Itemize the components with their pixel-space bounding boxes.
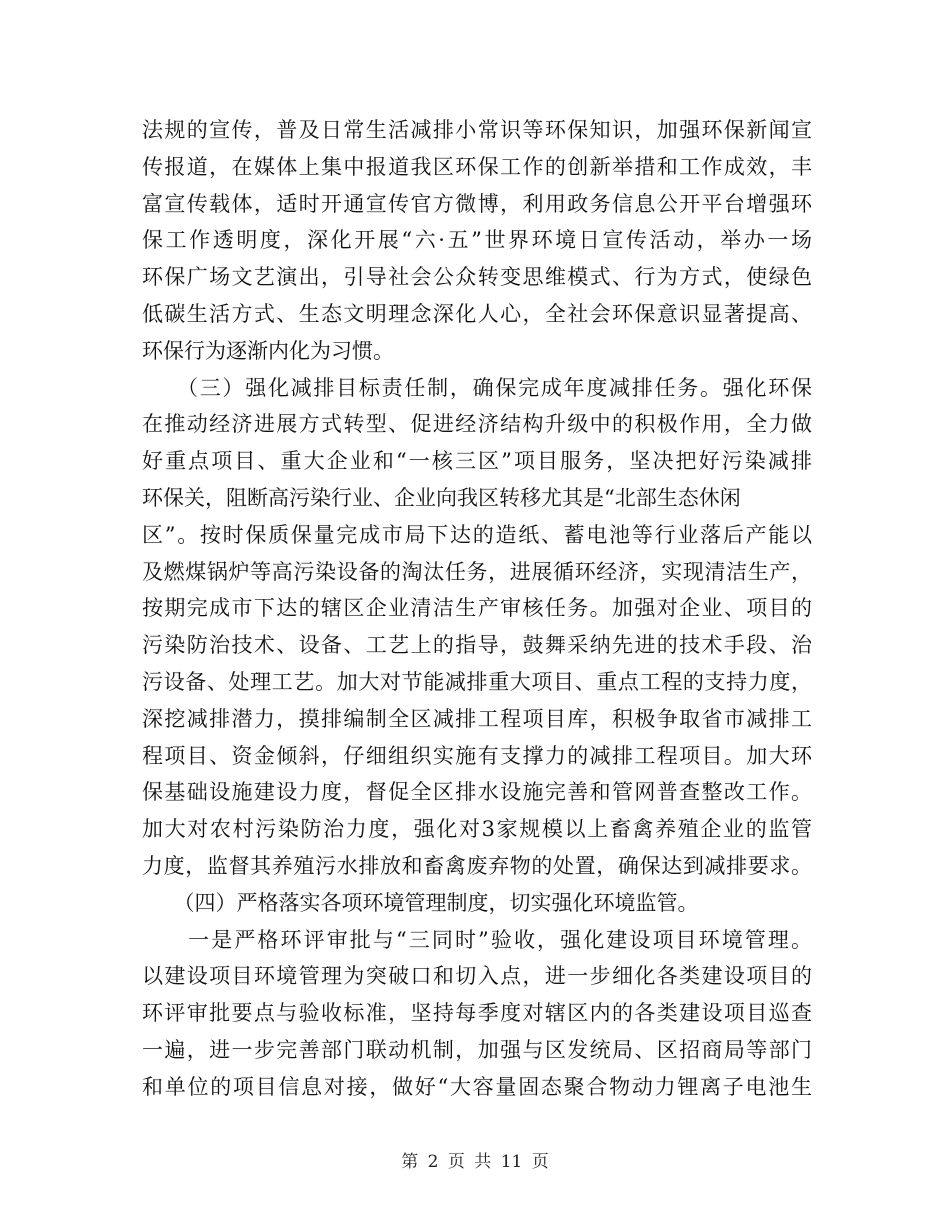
text-line: 及燃煤锅炉等高污染设备的淘汰任务，进展循环经济，实现清洁生产， <box>142 559 812 584</box>
text-line: 一遍，进一步完善部门联动机制，加强与区发统局、区招商局等部门 <box>142 1038 812 1062</box>
text-line: 深挖减排潜力，摸排编制全区减排工程项目库，积极争取省市减排工 <box>142 706 812 731</box>
text-line: 污染防治技术、设备、工艺上的指导，鼓舞采纳先进的技术手段、治 <box>142 633 812 658</box>
text-line: 和单位的项目信息对接，做好“大容量固态聚合物动力锂离子电池生 <box>142 1074 812 1099</box>
text-line: 富宣传载体，适时开通宣传官方微博，利用政务信息公开平台增强环 <box>142 191 812 216</box>
text-line: 程项目、资金倾斜，仔细组织实施有支撑力的减排工程项目。加大环 <box>142 743 812 768</box>
text-line: 环评审批要点与验收标准，坚持每季度对辖区内的各类建设项目巡查 <box>142 1001 812 1026</box>
text-line: 按期完成市下达的辖区企业清洁生产审核任务。加强对企业、项目的 <box>142 596 812 621</box>
text-line: （四）严格落实各项环境管理制度，切实强化环境监管。 <box>142 890 699 915</box>
text-line: 力度，监督其养殖污水排放和畜禽废弃物的处置，确保达到减排要求。 <box>142 854 812 878</box>
text-line: 环保关，阻断高污染行业、企业向我区转移尤其是“北部生态休闲 <box>142 486 741 510</box>
text-line: 加大对农村污染防治力度，强化对3家规模以上畜禽养殖企业的监管 <box>142 817 812 842</box>
page-footer: 第 2 页 共 11 页 <box>401 1152 549 1172</box>
text-line: 环保广场文艺演出，引导社会公众转变思维模式、行为方式，使绿色 <box>142 265 812 290</box>
text-line: 好重点项目、重大企业和“一核三区”项目服务，坚决把好污染减排 <box>142 449 812 474</box>
text-line: 保基础设施建设力度，督促全区排水设施完善和管网普查整改工作。 <box>142 780 812 805</box>
text-line: （三）强化减排目标责任制，确保完成年度减排任务。强化环保 <box>142 375 812 400</box>
text-line: 传报道，在媒体上集中报道我区环保工作的创新举措和工作成效，丰 <box>142 154 812 179</box>
text-line: 以建设项目环境管理为突破口和切入点，进一步细化各类建设项目的 <box>142 964 812 989</box>
text-line: 环保行为逐渐内化为习惯。 <box>142 338 394 363</box>
text-line: 法规的宣传，普及日常生活减排小常识等环保知识，加强环保新闻宣 <box>142 118 812 142</box>
text-line: 污设备、处理工艺。加大对节能减排重大项目、重点工程的支持力度， <box>142 670 812 694</box>
text-line: 低碳生活方式、生态文明理念深化人心，全社会环保意识显著提高、 <box>142 302 812 326</box>
text-line: 保工作透明度，深化开展“六·五”世界环境日宣传活动，举办一场 <box>142 228 812 253</box>
text-line: 一是严格环评审批与“三同时”验收，强化建设项目环境管理。 <box>142 927 812 952</box>
text-line: 区”。按时保质保量完成市局下达的造纸、蓄电池等行业落后产能以 <box>142 522 812 547</box>
text-line: 在推动经济进展方式转型、促进经济结构升级中的积极作用，全力做 <box>142 412 812 437</box>
